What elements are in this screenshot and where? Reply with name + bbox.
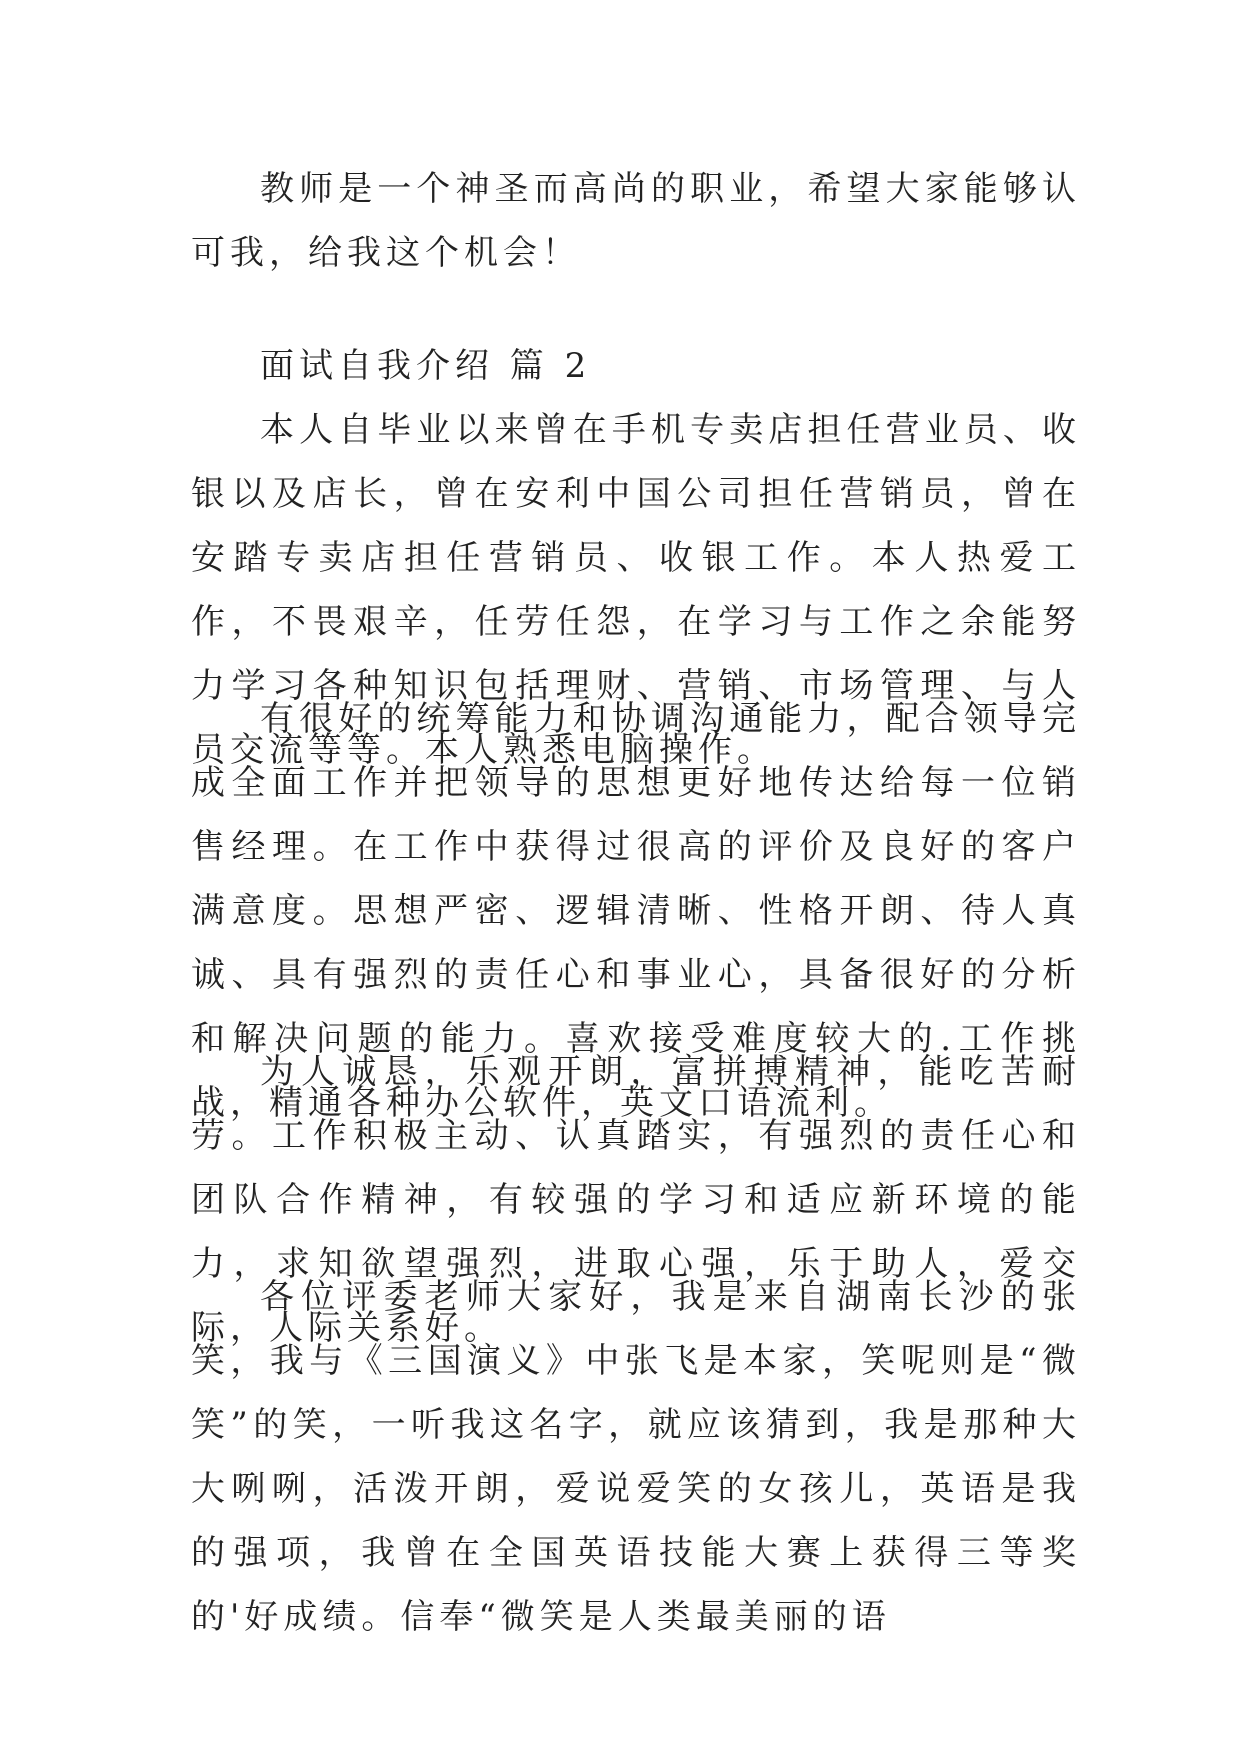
paragraph-work-history: 本人自毕业以来曾在手机专卖店担任营业员、收银以及店长，曾在安利中国公司担任营销员，曾在安踏专卖店担任营销员、收银工作。本人热爱工作，不畏艰辛，任劳任怨，在学习与工作之余能努力学习各种知识包括理财、营销、市场管理、与人员交流等等。本人熟悉电脑操作。: [191, 410, 1081, 770]
section-heading: 面试自我介绍 篇 2: [260, 346, 592, 386]
paragraph-self-introduction: 各位评委老师大家好，我是来自湖南长沙的张笑，我与《三国演义》中张飞是本家，笑呢则是“微笑”的笑，一听我这名字，就应该猜到，我是那种大大咧咧，活泼开朗，爱说爱笑的女孩儿，英语是我的强项，我曾在全国英语技能大赛上获得三等奖的'好成绩。信奉“微笑是人类最美丽的语: [191, 1277, 1081, 1637]
paragraph-closing: 教师是一个神圣而高尚的职业，希望大家能够认可我，给我这个机会！: [191, 169, 1081, 273]
paragraph-personality: 为人诚恳，乐观开朗，富拼搏精神，能吃苦耐劳。工作积极主动、认真踏实，有强烈的责任心和团队合作精神，有较强的学习和适应新环境的能力，求知欲望强烈，进取心强，乐于助人，爱交际，人际关系好。: [191, 1052, 1081, 1348]
paragraph-abilities: 有很好的统筹能力和协调沟通能力，配合领导完成全面工作并把领导的思想更好地传达给每一位销售经理。在工作中获得过很高的评价及良好的客户满意度。思想严密、逻辑清晰、性格开朗、待人真诚、具有强烈的责任心和事业心，具备很好的分析和解决问题的能力。喜欢接受难度较大的.工作挑战，精通各种办公软件，英文口语流利。: [191, 699, 1081, 1123]
